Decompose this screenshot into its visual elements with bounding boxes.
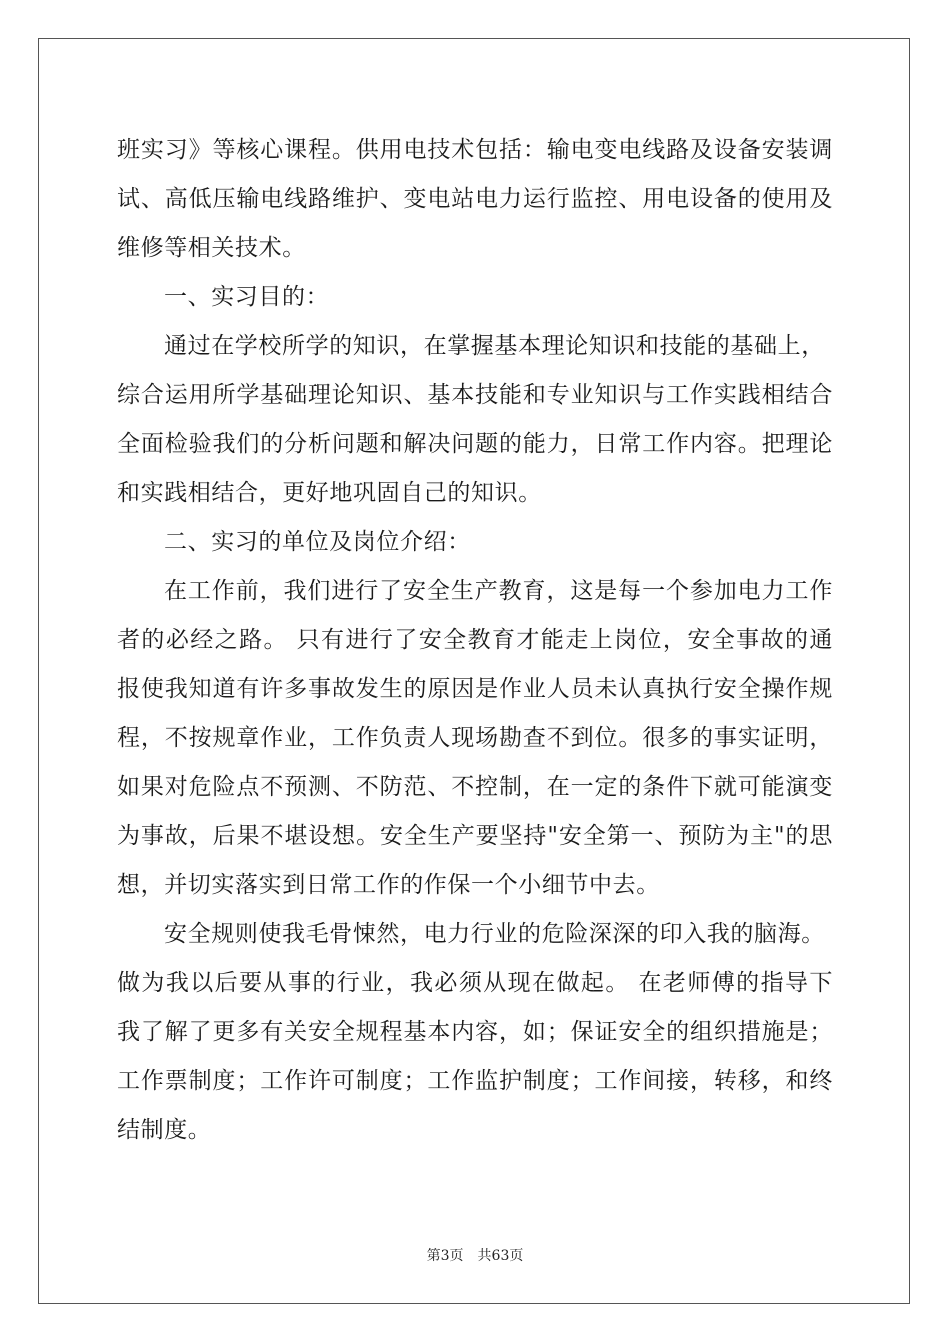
text-line: 综合运用所学基础理论知识、基本技能和专业知识与工作实践相结合 <box>117 382 833 408</box>
section-heading: 二、实习的单位及岗位介绍： <box>164 529 471 555</box>
text-line: 想，并切实落实到日常工作的作保一个小细节中去。 <box>117 872 660 898</box>
text-line: 做为我以后要从事的行业，我必须从现在做起。 在老师傅的指导下 <box>117 970 833 996</box>
page-footer <box>0 1245 950 1265</box>
text-line: 和实践相结合，更好地巩固自己的知识。 <box>117 480 542 506</box>
text-line: 如果对危险点不预测、不防范、不控制，在一定的条件下就可能演变 <box>117 774 833 800</box>
text-line: 在工作前，我们进行了安全生产教育，这是每一个参加电力工作 <box>164 578 833 604</box>
section-heading: 一、实习目的： <box>164 284 330 310</box>
text-line: 程，不按规章作业，工作负责人现场勘查不到位。很多的事实证明， <box>117 725 833 751</box>
text-line: 为事故，后果不堪设想。安全生产要坚持"安全第一、预防为主"的思 <box>117 823 833 849</box>
text-line: 通过在学校所学的知识，在掌握基本理论知识和技能的基础上， <box>164 333 825 359</box>
text-line: 试、高低压输电线路维护、变电站电力运行监控、用电设备的使用及 <box>117 186 833 212</box>
text-line: 者的必经之路。 只有进行了安全教育才能走上岗位，安全事故的通 <box>117 627 833 653</box>
text-line: 全面检验我们的分析问题和解决问题的能力，日常工作内容。把理论 <box>117 431 833 457</box>
text-line: 报使我知道有许多事故发生的原因是作业人员未认真执行安全操作规 <box>117 676 833 702</box>
text-line: 结制度。 <box>117 1117 212 1143</box>
total-pages: 共63页 <box>477 1248 524 1264</box>
text-line: 维修等相关技术。 <box>117 235 306 261</box>
page-number: 第3页 <box>426 1248 464 1264</box>
text-line: 班实习》等核心课程。供用电技术包括：输电变电线路及设备安装调 <box>117 137 833 163</box>
document-body <box>117 126 833 1155</box>
text-line: 我了解了更多有关安全规程基本内容，如；保证安全的组织措施是； <box>117 1019 833 1045</box>
text-line: 工作票制度；工作许可制度；工作监护制度；工作间接，转移，和终 <box>117 1068 833 1094</box>
text-line: 安全规则使我毛骨悚然，电力行业的危险深深的印入我的脑海。 <box>164 921 825 947</box>
